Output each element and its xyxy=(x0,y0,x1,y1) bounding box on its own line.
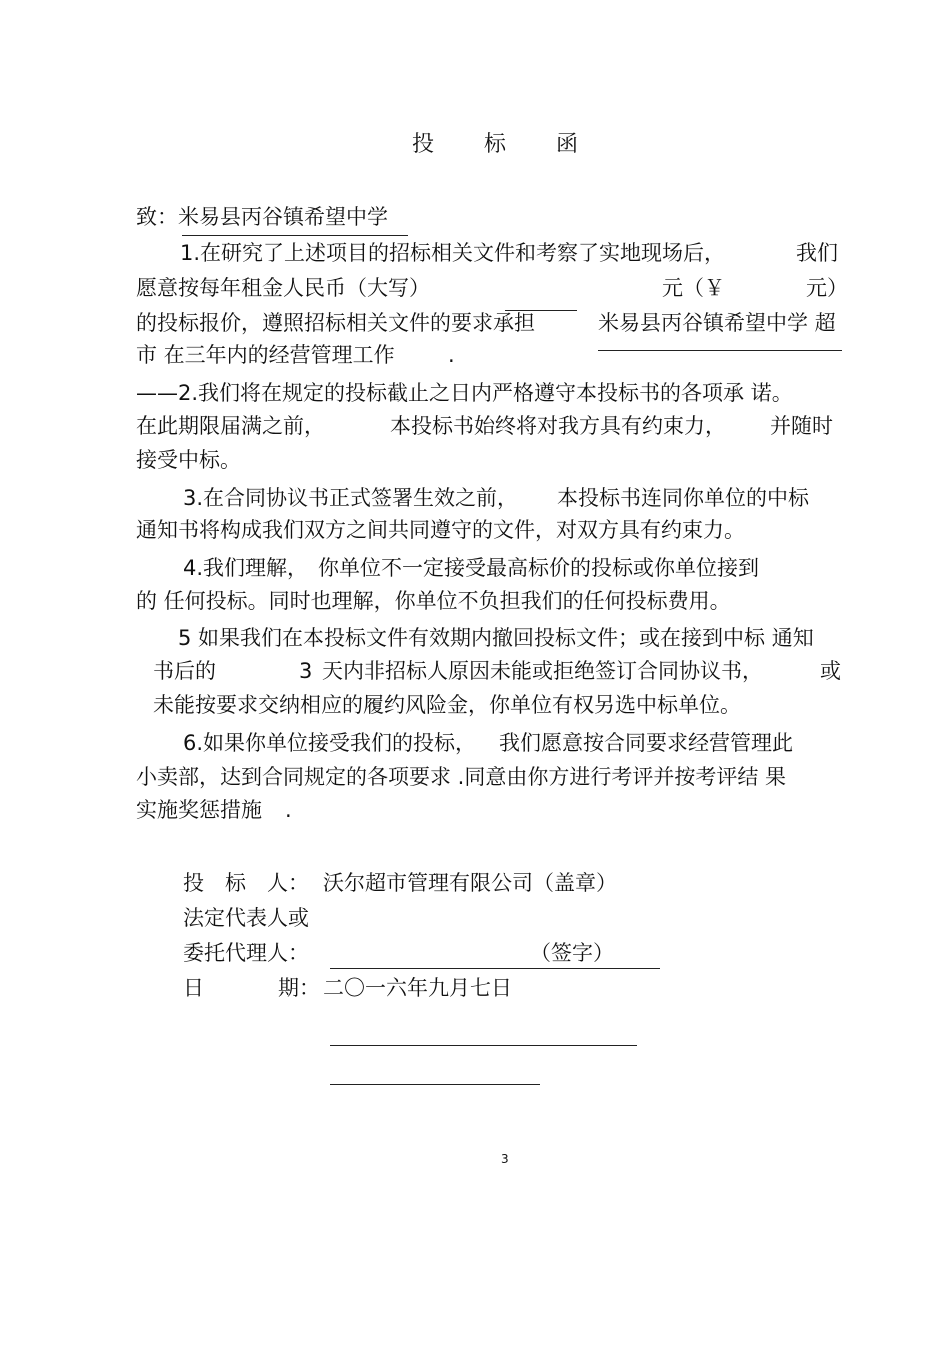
date-label-suffix: 期： xyxy=(278,976,320,1000)
blank-line-1 xyxy=(330,1045,637,1046)
paragraph-5-line-3: 未能按要求交纳相应的履约风险金，你单位有权另选中标单位。 xyxy=(153,693,741,717)
paragraph-6-line-1: 6.如果你单位接受我们的投标， xyxy=(183,731,477,755)
paragraph-5-line-2-mid: 天内非招标人原因未能或拒绝签订合同协议书， xyxy=(322,659,763,683)
date-label: 日 xyxy=(183,976,204,1000)
paragraph-3-line-2: 通知书将构成我们双方之间共同遵守的文件，对双方具有约束力。 xyxy=(136,518,745,542)
paragraph-5-days-number: 3 xyxy=(299,659,313,683)
paragraph-6-line-2: 小卖部，达到合同规定的各项要求 .同意由你方进行考评并按考评结 果 xyxy=(136,765,787,789)
paragraph-1-line-2: 愿意按每年租金人民币（大写） xyxy=(136,276,430,300)
paragraph-2-line-2-mid: 本投标书始终将对我方具有约束力， xyxy=(390,414,726,438)
page-number: 3 xyxy=(501,1152,509,1166)
agent-label: 委托代理人： xyxy=(183,941,309,965)
agent-signature-line xyxy=(330,968,660,969)
agent-signature-note: （签字） xyxy=(530,941,614,965)
paragraph-6-line-3: 实施奖惩措施 xyxy=(136,798,262,822)
paragraph-1-line-1: 1.在研究了上述项目的招标相关文件和考察了实地现场后， xyxy=(180,241,726,265)
paragraph-6-line-1-tail: 我们愿意按合同要求经营管理此 xyxy=(499,731,793,755)
paragraph-3-line-1: 3.在合同协议书正式签署生效之前， xyxy=(183,486,519,510)
paragraph-2-line-2: 在此期限届满之前， xyxy=(136,414,325,438)
date-value: 二〇一六年九月七日 xyxy=(323,976,512,1000)
addressee-underline xyxy=(182,235,408,236)
paragraph-6-period: . xyxy=(285,798,292,822)
paragraph-5-line-2-tail: 或 xyxy=(820,659,841,683)
paragraph-4-line-2: 的 任何投标。同时也理解，你单位不负担我们的任何投标费用。 xyxy=(136,589,731,613)
paragraph-4-line-1: 4.我们理解， xyxy=(183,556,309,580)
bidder-label: 投 标 人： xyxy=(183,871,309,895)
legal-representative-label: 法定代表人或 xyxy=(183,906,309,930)
paragraph-1-line-1-tail: 我们 xyxy=(796,241,838,265)
document-title: 投 标 函 xyxy=(412,132,581,157)
addressee: 致：米易县丙谷镇希望中学 xyxy=(136,205,388,229)
paragraph-2-line-1: ——2.我们将在规定的投标截止之日内严格遵守本投标书的各项承 诺。 xyxy=(136,381,793,405)
paragraph-1-currency-close: 元） xyxy=(806,276,848,300)
paragraph-5-line-2: 书后的 xyxy=(153,659,216,683)
paragraph-5-line-1: 5 如果我们在本投标文件有效期内撤回投标文件；或在接到中标 通知 xyxy=(178,626,814,650)
bidder-value: 沃尔超市管理有限公司（盖章） xyxy=(323,871,617,895)
paragraph-4-line-1-tail: 你单位不一定接受最高标价的投标或你单位接到 xyxy=(318,556,759,580)
school-underline xyxy=(598,350,842,351)
paragraph-1-line-4: 市 在三年内的经营管理工作 xyxy=(136,343,395,367)
paragraph-2-line-2-tail: 并随时 xyxy=(770,414,833,438)
paragraph-3-line-1-tail: 本投标书连同你单位的中标 xyxy=(557,486,809,510)
paragraph-1-period: . xyxy=(448,343,455,367)
paragraph-1-line-3: 的投标报价，遵照招标相关文件的要求承担 xyxy=(136,311,535,335)
paragraph-2-line-3: 接受中标。 xyxy=(136,448,241,472)
paragraph-1-school-name: 米易县丙谷镇希望中学 超 xyxy=(598,311,836,335)
blank-line-2 xyxy=(330,1084,540,1085)
paragraph-1-currency-symbol: 元（￥ xyxy=(662,276,725,300)
